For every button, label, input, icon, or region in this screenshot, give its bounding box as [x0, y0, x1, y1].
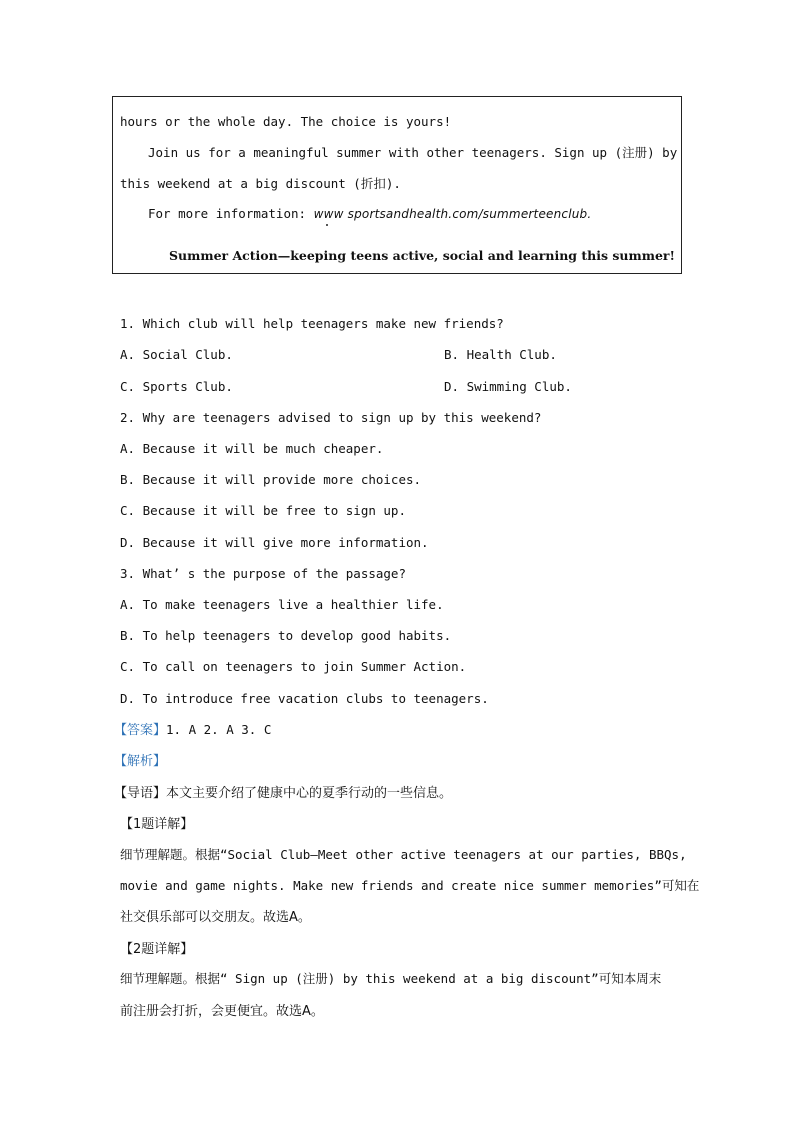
intro-label: 【导语】: [114, 786, 167, 801]
option: D. Swimming Club.: [444, 379, 572, 394]
option: A. Social Club.: [120, 347, 233, 362]
info-prefix: For more information:: [148, 206, 314, 221]
answer-label: 【答案】: [114, 723, 167, 738]
detail2-line: 细节理解题。根据“ Sign up (注册) by this weekend at a big discount”可知本周末: [120, 971, 662, 986]
option: A. Because it will be much cheaper.: [120, 441, 384, 456]
detail1-line: movie and game nights. Make new friends and create nice summer memories”可知在: [120, 878, 700, 893]
question-stem: 2. Why are teenagers advised to sign up by this weekend?: [120, 410, 542, 425]
option: D. To introduce free vacation clubs to teenagers.: [120, 691, 489, 706]
detail1-line: 细节理解题。根据“Social Club—Meet other active teenagers at our parties, BBQs,: [120, 847, 687, 862]
intro-line: [114, 782, 452, 801]
detail1-line: 社交俱乐部可以交朋友。故选A。: [120, 910, 311, 925]
option: B. Health Club.: [444, 347, 557, 362]
answer-text: 1. A 2. A 3. C: [166, 722, 272, 737]
passage-box: [112, 96, 682, 274]
option: B. To help teenagers to develop good habits.: [120, 628, 452, 643]
answer-line: [114, 719, 271, 738]
intro-text: 本文主要介绍了健康中心的夏季行动的一些信息。: [166, 786, 453, 801]
passage-line: Join us for a meaningful summer with other teenagers. Sign up (注册) by: [148, 145, 678, 160]
option: B. Because it will provide more choices.: [120, 472, 422, 487]
option: C. Because it will be free to sign up.: [120, 503, 406, 518]
option: A. To make teenagers live a healthier life.: [120, 597, 444, 612]
option: D. Because it will give more information.: [120, 535, 429, 550]
question-stem: 1. Which club will help teenagers make new friends?: [120, 316, 504, 331]
option: C. To call on teenagers to join Summer Action.: [120, 659, 467, 674]
passage-line: this weekend at a big discount (折扣).: [120, 176, 401, 191]
detail1-label: 【1题详解】: [120, 817, 194, 832]
detail2-label: 【2题详解】: [120, 942, 194, 957]
emphasis-dot: [326, 224, 328, 226]
option: C. Sports Club.: [120, 379, 233, 394]
slogan: Summer Action—keeping teens active, social and learning this summer!: [169, 248, 675, 263]
info-line: [148, 206, 591, 221]
question-stem: 3. What’ s the purpose of the passage?: [120, 566, 406, 581]
detail2-line: 前注册会打折，会更便宜。故选A。: [120, 1004, 324, 1019]
analysis-label: 【解析】: [114, 754, 167, 769]
passage-line: hours or the whole day. The choice is yours!: [120, 114, 452, 129]
info-url[interactable]: www sportsandhealth.com/summerteenclub.: [313, 207, 592, 221]
